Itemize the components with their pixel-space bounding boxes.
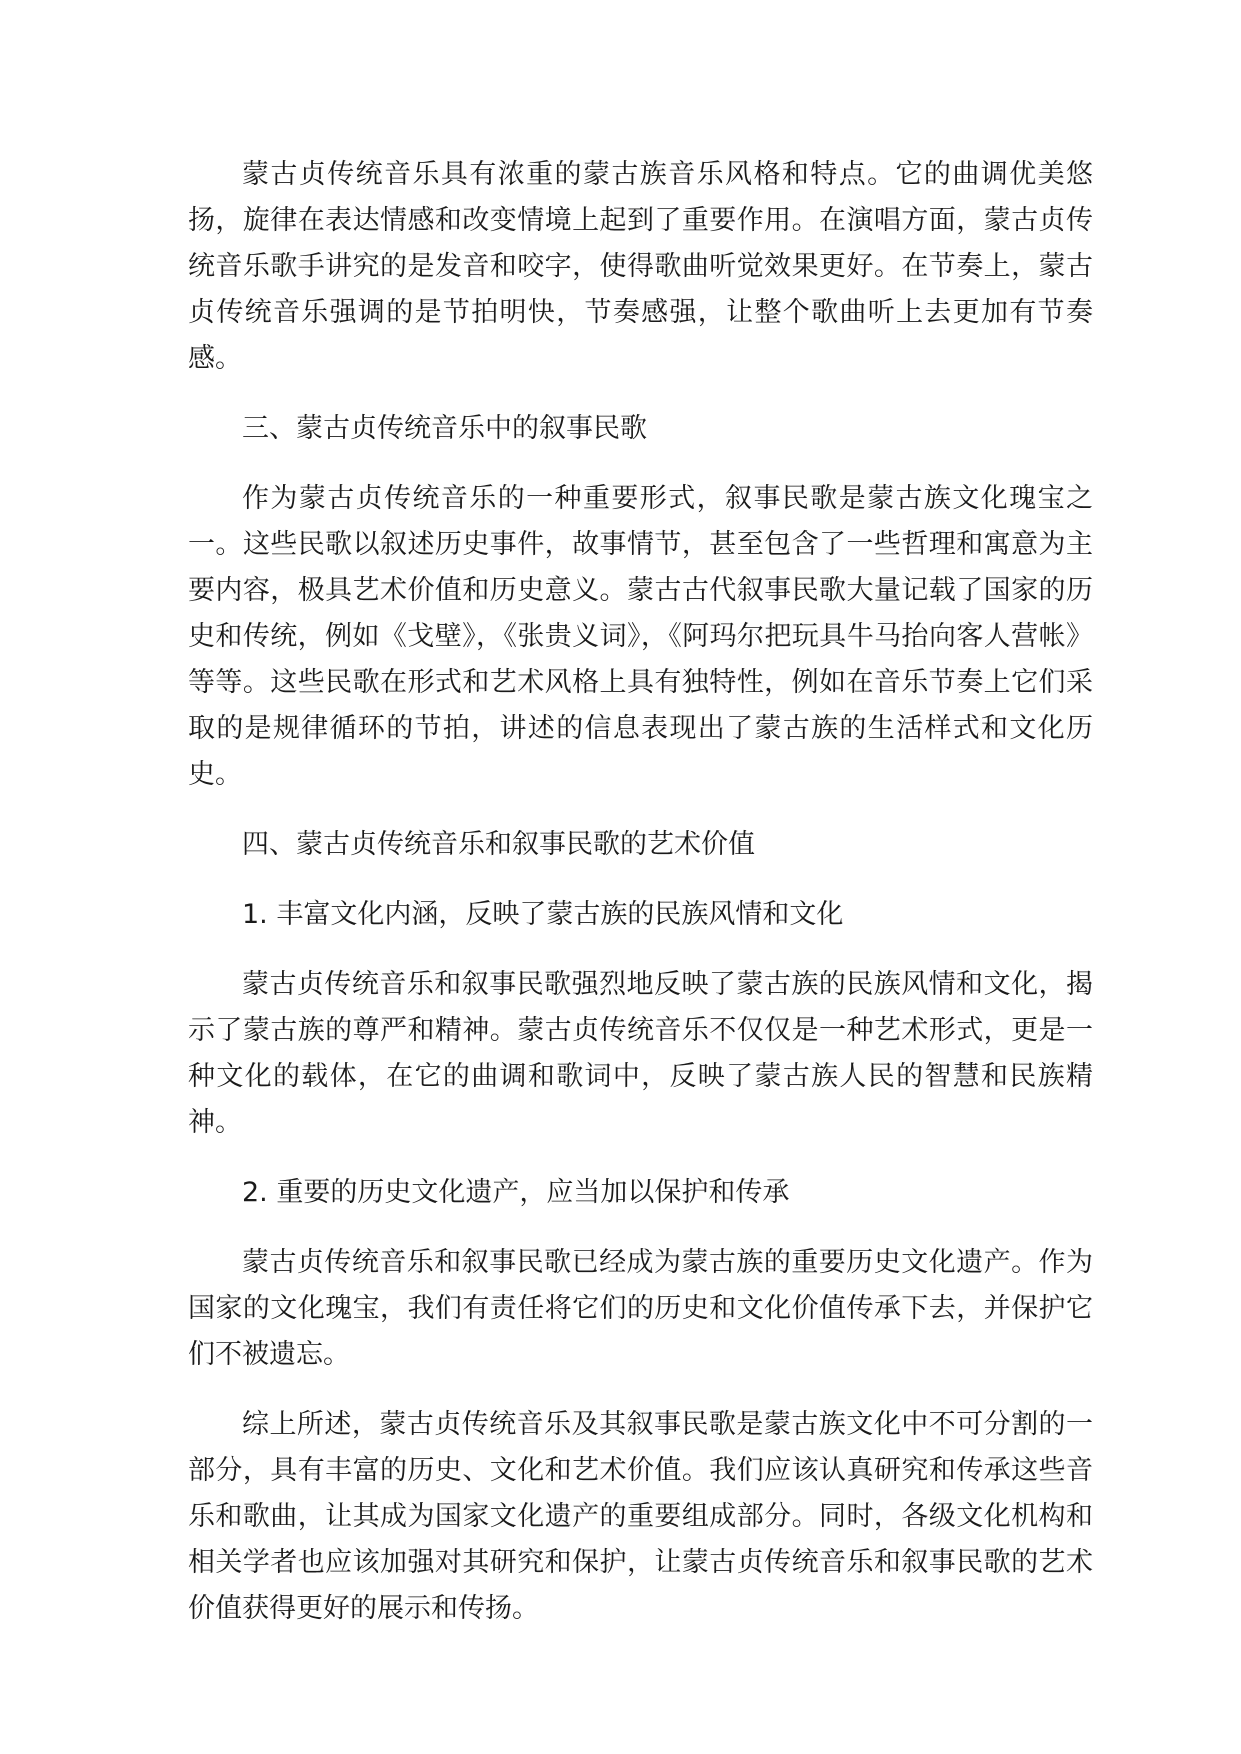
document-body	[188, 152, 1093, 1656]
paragraph-conclusion: 综上所述，蒙古贞传统音乐及其叙事民歌是蒙古族文化中不可分割的一部分，具有丰富的历史、文化和艺术价值。我们应该认真研究和传承这些音乐和歌曲，让其成为国家文化遗产的重要组成部分。同时，各级文化机构和相关学者也应该加强对其研究和保护，让蒙古贞传统音乐和叙事民歌的艺术价值获得更好的展示和传扬。	[188, 1409, 1093, 1624]
section-heading-narrative-folk-songs: 三、蒙古贞传统音乐中的叙事民歌	[242, 413, 647, 444]
section-heading-artistic-value: 四、蒙古贞传统音乐和叙事民歌的艺术价值	[242, 829, 755, 860]
subheading-cultural-connotation: 1. 丰富文化内涵，反映了蒙古族的民族风情和文化	[242, 899, 844, 930]
paragraph-narrative-folk-songs: 作为蒙古贞传统音乐的一种重要形式，叙事民歌是蒙古族文化瑰宝之一。这些民歌以叙述历史事件，故事情节，甚至包含了一些哲理和寓意为主要内容，极具艺术价值和历史意义。蒙古古代叙事民歌大量记载了国家的历史和传统，例如《戈壁》，《张贵义词》，《阿玛尔把玩具牛马抬向客人营帐》等等。这些民歌在形式和艺术风格上具有独特性，例如在音乐节奏上它们采取的是规律循环的节拍，讲述的信息表现出了蒙古族的生活样式和文化历史。	[188, 483, 1093, 790]
paragraph-cultural-connotation: 蒙古贞传统音乐和叙事民歌强烈地反映了蒙古族的民族风情和文化，揭示了蒙古族的尊严和精神。蒙古贞传统音乐不仅仅是一种艺术形式，更是一种文化的载体，在它的曲调和歌词中，反映了蒙古族人民的智慧和民族精神。	[188, 969, 1093, 1138]
paragraph-heritage: 蒙古贞传统音乐和叙事民歌已经成为蒙古族的重要历史文化遗产。作为国家的文化瑰宝，我们有责任将它们的历史和文化价值传承下去，并保护它们不被遗忘。	[188, 1247, 1093, 1370]
paragraph-style-characteristics: 蒙古贞传统音乐具有浓重的蒙古族音乐风格和特点。它的曲调优美悠扬，旋律在表达情感和改变情境上起到了重要作用。在演唱方面，蒙古贞传统音乐歌手讲究的是发音和咬字，使得歌曲听觉效果更好。在节奏上，蒙古贞传统音乐强调的是节拍明快，节奏感强，让整个歌曲听上去更加有节奏感。	[188, 159, 1093, 374]
subheading-heritage: 2. 重要的历史文化遗产，应当加以保护和传承	[242, 1177, 790, 1208]
